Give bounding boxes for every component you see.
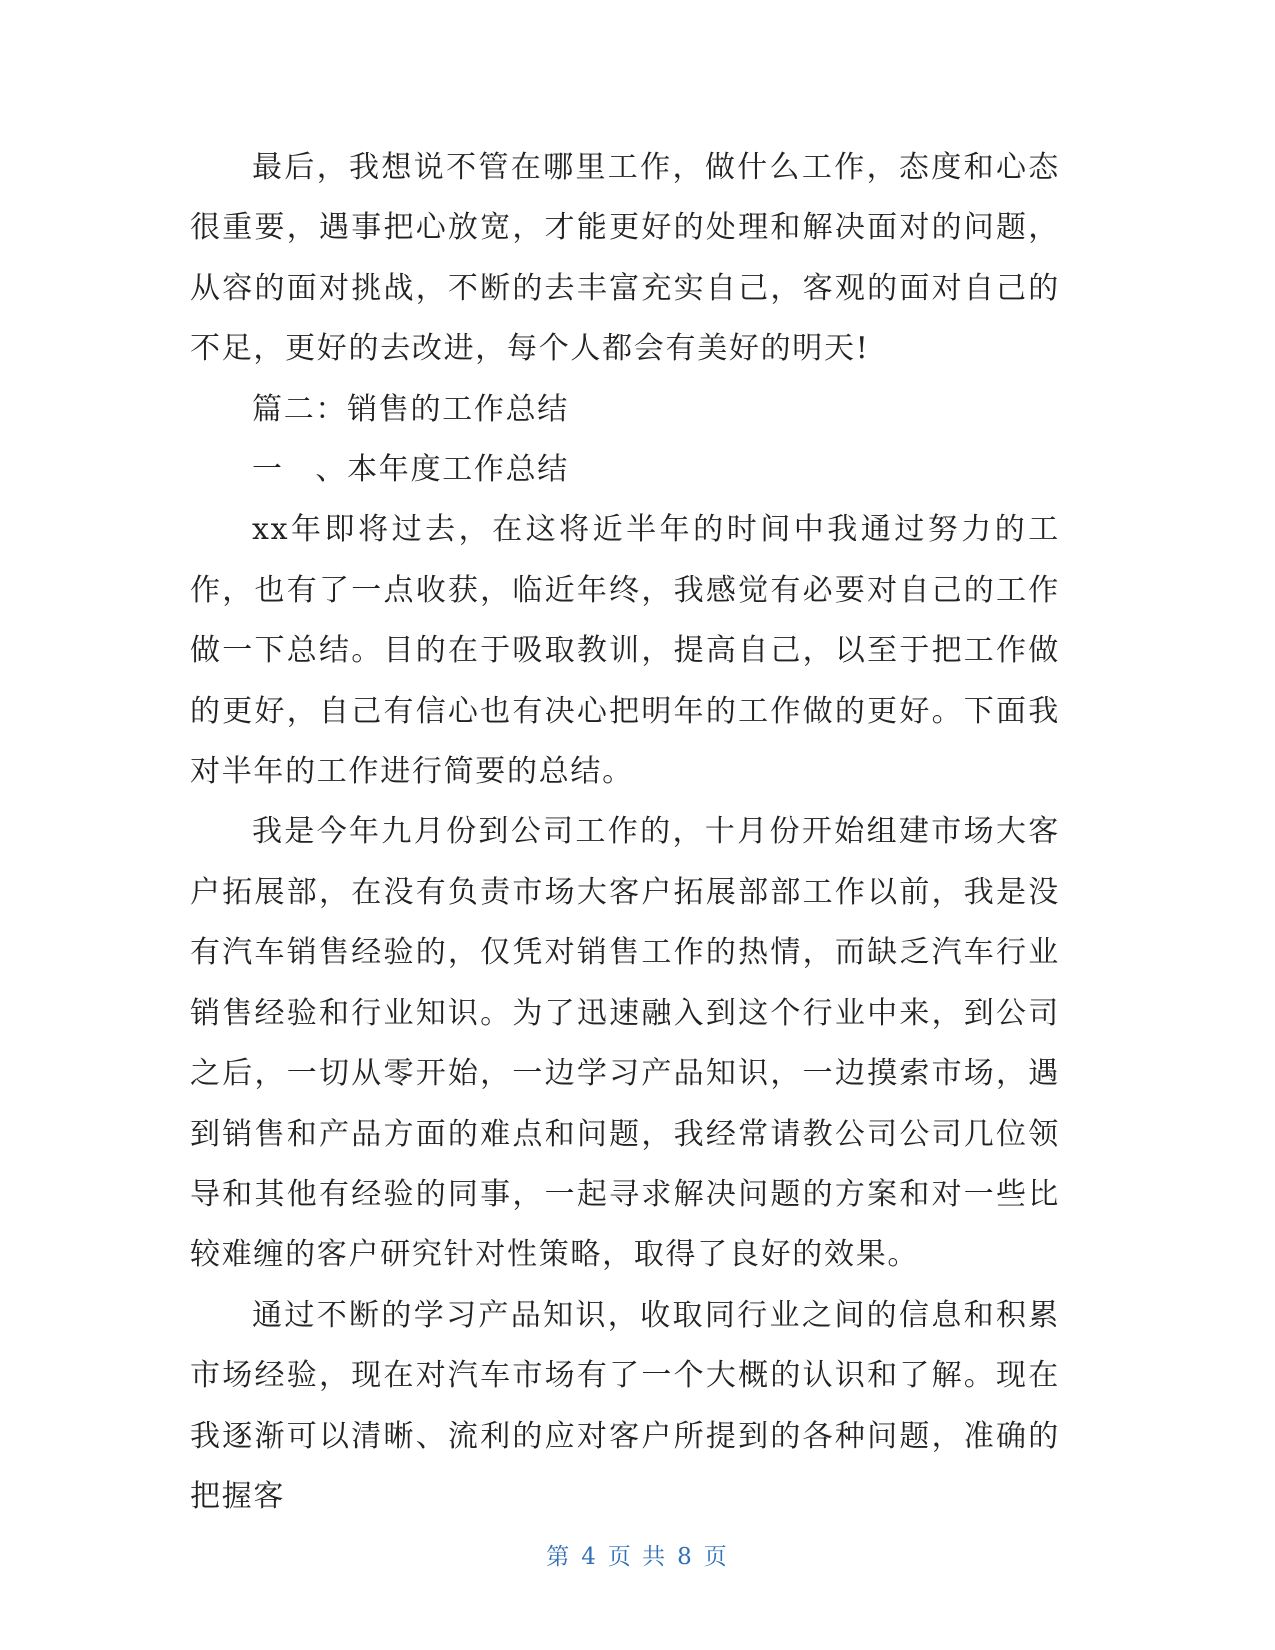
subsection-title: 一 、本年度工作总结 (252, 452, 569, 488)
page-footer (0, 1538, 1275, 1571)
page-footer-middle: 页 共 (607, 1544, 668, 1570)
paragraph-closing: 最后，我想说不管在哪里工作，做什么工作，态度和心态很重要，遇事把心放宽，才能更好的处理和解决面对的问题，从容的面对挑战，不断的去丰富充实自己，客观的面对自己的不足，更好的去改进，每个人都会有美好的明天! (190, 150, 1060, 367)
paragraph-background: 我是今年九月份到公司工作的，十月份开始组建市场大客户拓展部，在没有负责市场大客户拓展部部工作以前，我是没有汽车销售经验的，仅凭对销售工作的热情，而缺乏汽车行业销售经验和行业知识。为了迅速融入到这个行业中来，到公司之后，一切从零开始，一边学习产品知识，一边摸索市场，遇到销售和产品方面的难点和问题，我经常请教公司公司几位领导和其他有经验的同事，一起寻求解决问题的方案和对一些比较难缠的客户研究针对性策略，取得了良好的效果。 (190, 814, 1060, 1273)
page-current-number: 4 (581, 1544, 598, 1570)
paragraph-progress: 通过不断的学习产品知识，收取同行业之间的信息和积累市场经验，现在对汽车市场有了一个大概的认识和了解。现在我逐渐可以清晰、流利的应对客户所提到的各种问题，准确的把握客 (190, 1297, 1060, 1514)
section-title: 篇二：销售的工作总结 (252, 391, 569, 427)
page-footer-prefix: 第 (546, 1544, 572, 1570)
page-total-number: 8 (677, 1544, 694, 1570)
paragraph-intro: xx年即将过去，在这将近半年的时间中我通过努力的工作，也有了一点收获，临近年终，我感觉有必要对自己的工作做一下总结。目的在于吸取教训，提高自己，以至于把工作做的更好，自己有信心也有决心把明年的工作做的更好。下面我对半年的工作进行简要的总结。 (190, 512, 1060, 790)
document-body (190, 138, 1060, 1527)
page-footer-suffix: 页 (703, 1544, 729, 1570)
